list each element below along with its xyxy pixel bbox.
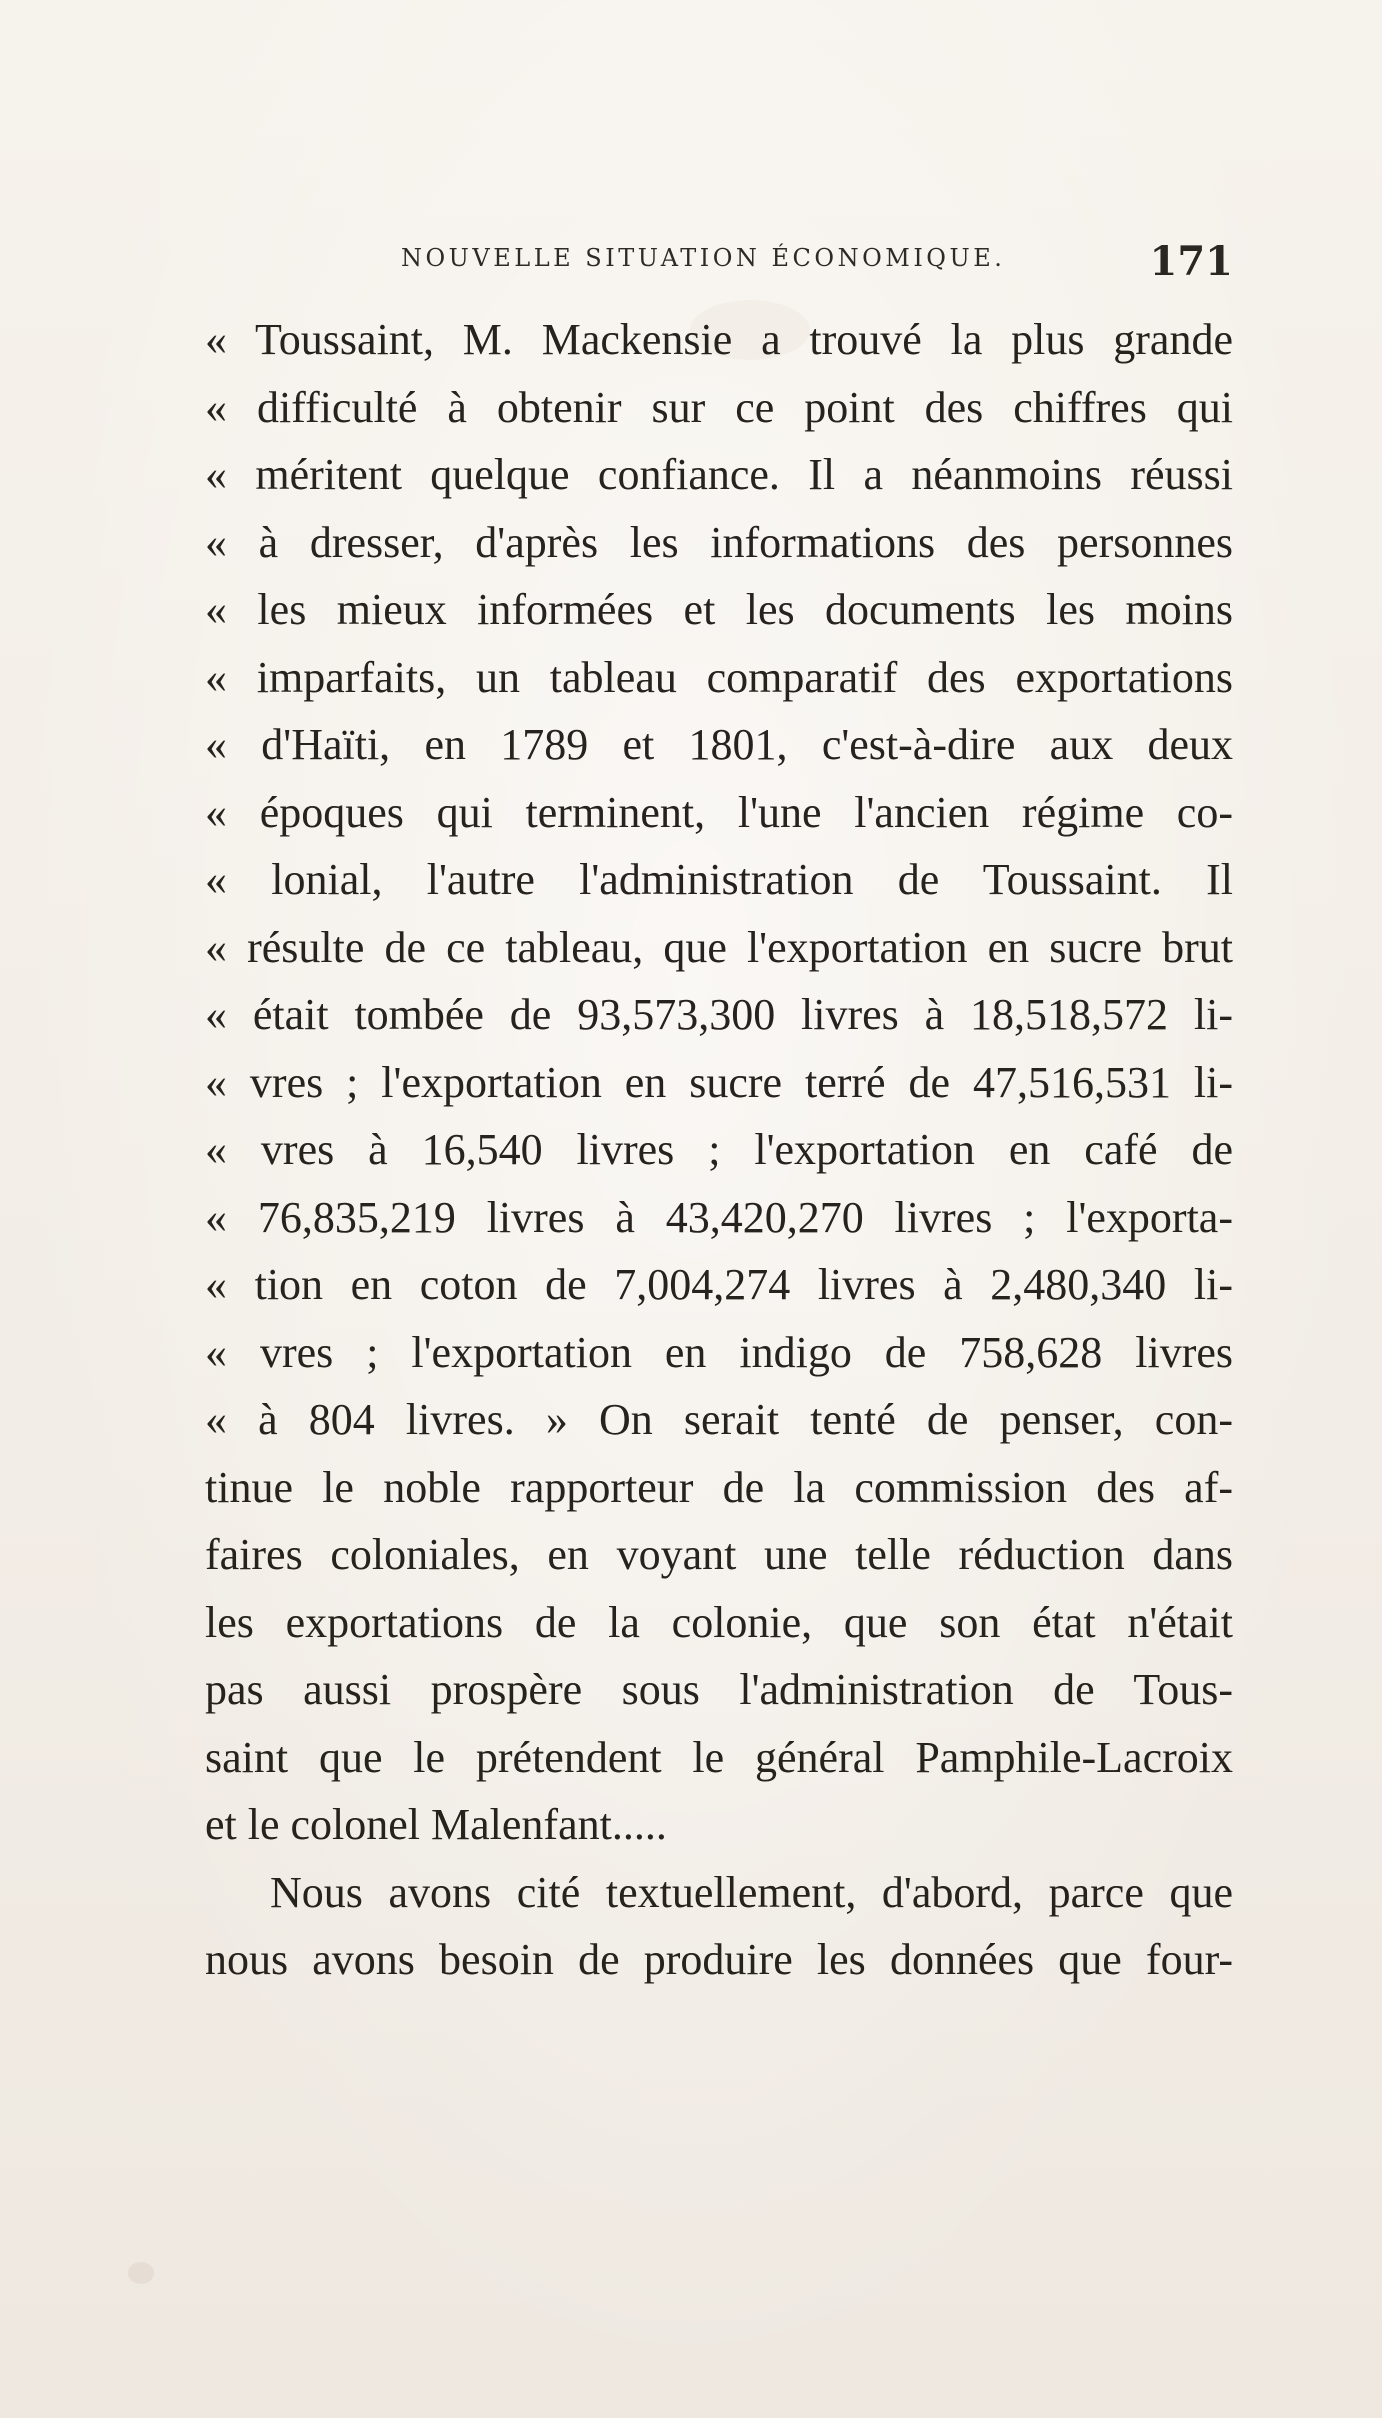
text-line: « méritent quelque confiance. Il a néanmoins réussi — [205, 450, 1233, 499]
text-line: « les mieux informées et les documents les moins — [205, 585, 1233, 634]
text-line: « difficulté à obtenir sur ce point des chiffres qui — [205, 382, 1233, 432]
text-line: « Toussaint, M. Mackensie a trouvé la plus grande — [205, 315, 1233, 364]
text-line: saint que le prétendent le général Pamphile-Lacroix — [205, 1732, 1233, 1782]
text-line: tinue le noble rapporteur de la commission des af- — [205, 1462, 1233, 1512]
text-line: les exportations de la colonie, que son état n'était — [205, 1597, 1233, 1647]
text-line: « vres ; l'exportation en sucre terré de 47,516,531 li- — [205, 1057, 1233, 1107]
running-title: NOUVELLE SITUATION ÉCONOMIQUE. — [401, 244, 1006, 272]
running-head — [205, 238, 1233, 294]
text-line: « était tombée de 93,573,300 livres à 18,518,572 li- — [205, 990, 1233, 1039]
text-line: « vres ; l'exportation en indigo de 758,628 livres — [205, 1327, 1233, 1377]
text-line: « époques qui terminent, l'une l'ancien régime co- — [205, 787, 1233, 837]
body-text — [205, 306, 1233, 1994]
text-line: « vres à 16,540 livres ; l'exportation en café de — [205, 1125, 1233, 1174]
text-line: « à dresser, d'après les informations des personnes — [205, 517, 1233, 567]
text-line: « 76,835,219 livres à 43,420,270 livres ; l'exporta- — [205, 1192, 1233, 1242]
text-line: nous avons besoin de produire les données que four- — [205, 1935, 1233, 1984]
text-line: « imparfaits, un tableau comparatif des exportations — [205, 652, 1233, 702]
text-line: « d'Haïti, en 1789 et 1801, c'est-à-dire aux deux — [205, 720, 1233, 769]
text-line: « à 804 livres. » On serait tenté de penser, con- — [205, 1395, 1233, 1444]
page-number: 171 — [1149, 238, 1233, 285]
paper-stain — [128, 2262, 154, 2284]
paragraph-start-line: Nous avons cité textuellement, d'abord, parce que — [270, 1867, 1233, 1917]
text-line: « résulte de ce tableau, que l'exportation en sucre brut — [205, 922, 1233, 972]
paragraph-end-line: et le colonel Malenfant..... — [205, 1800, 667, 1849]
text-line: « lonial, l'autre l'administration de Toussaint. Il — [205, 855, 1233, 904]
text-line: pas aussi prospère sous l'administration de Tous- — [205, 1665, 1233, 1714]
text-line: « tion en coton de 7,004,274 livres à 2,480,340 li- — [205, 1260, 1233, 1309]
text-line: faires coloniales, en voyant une telle réduction dans — [205, 1530, 1233, 1579]
